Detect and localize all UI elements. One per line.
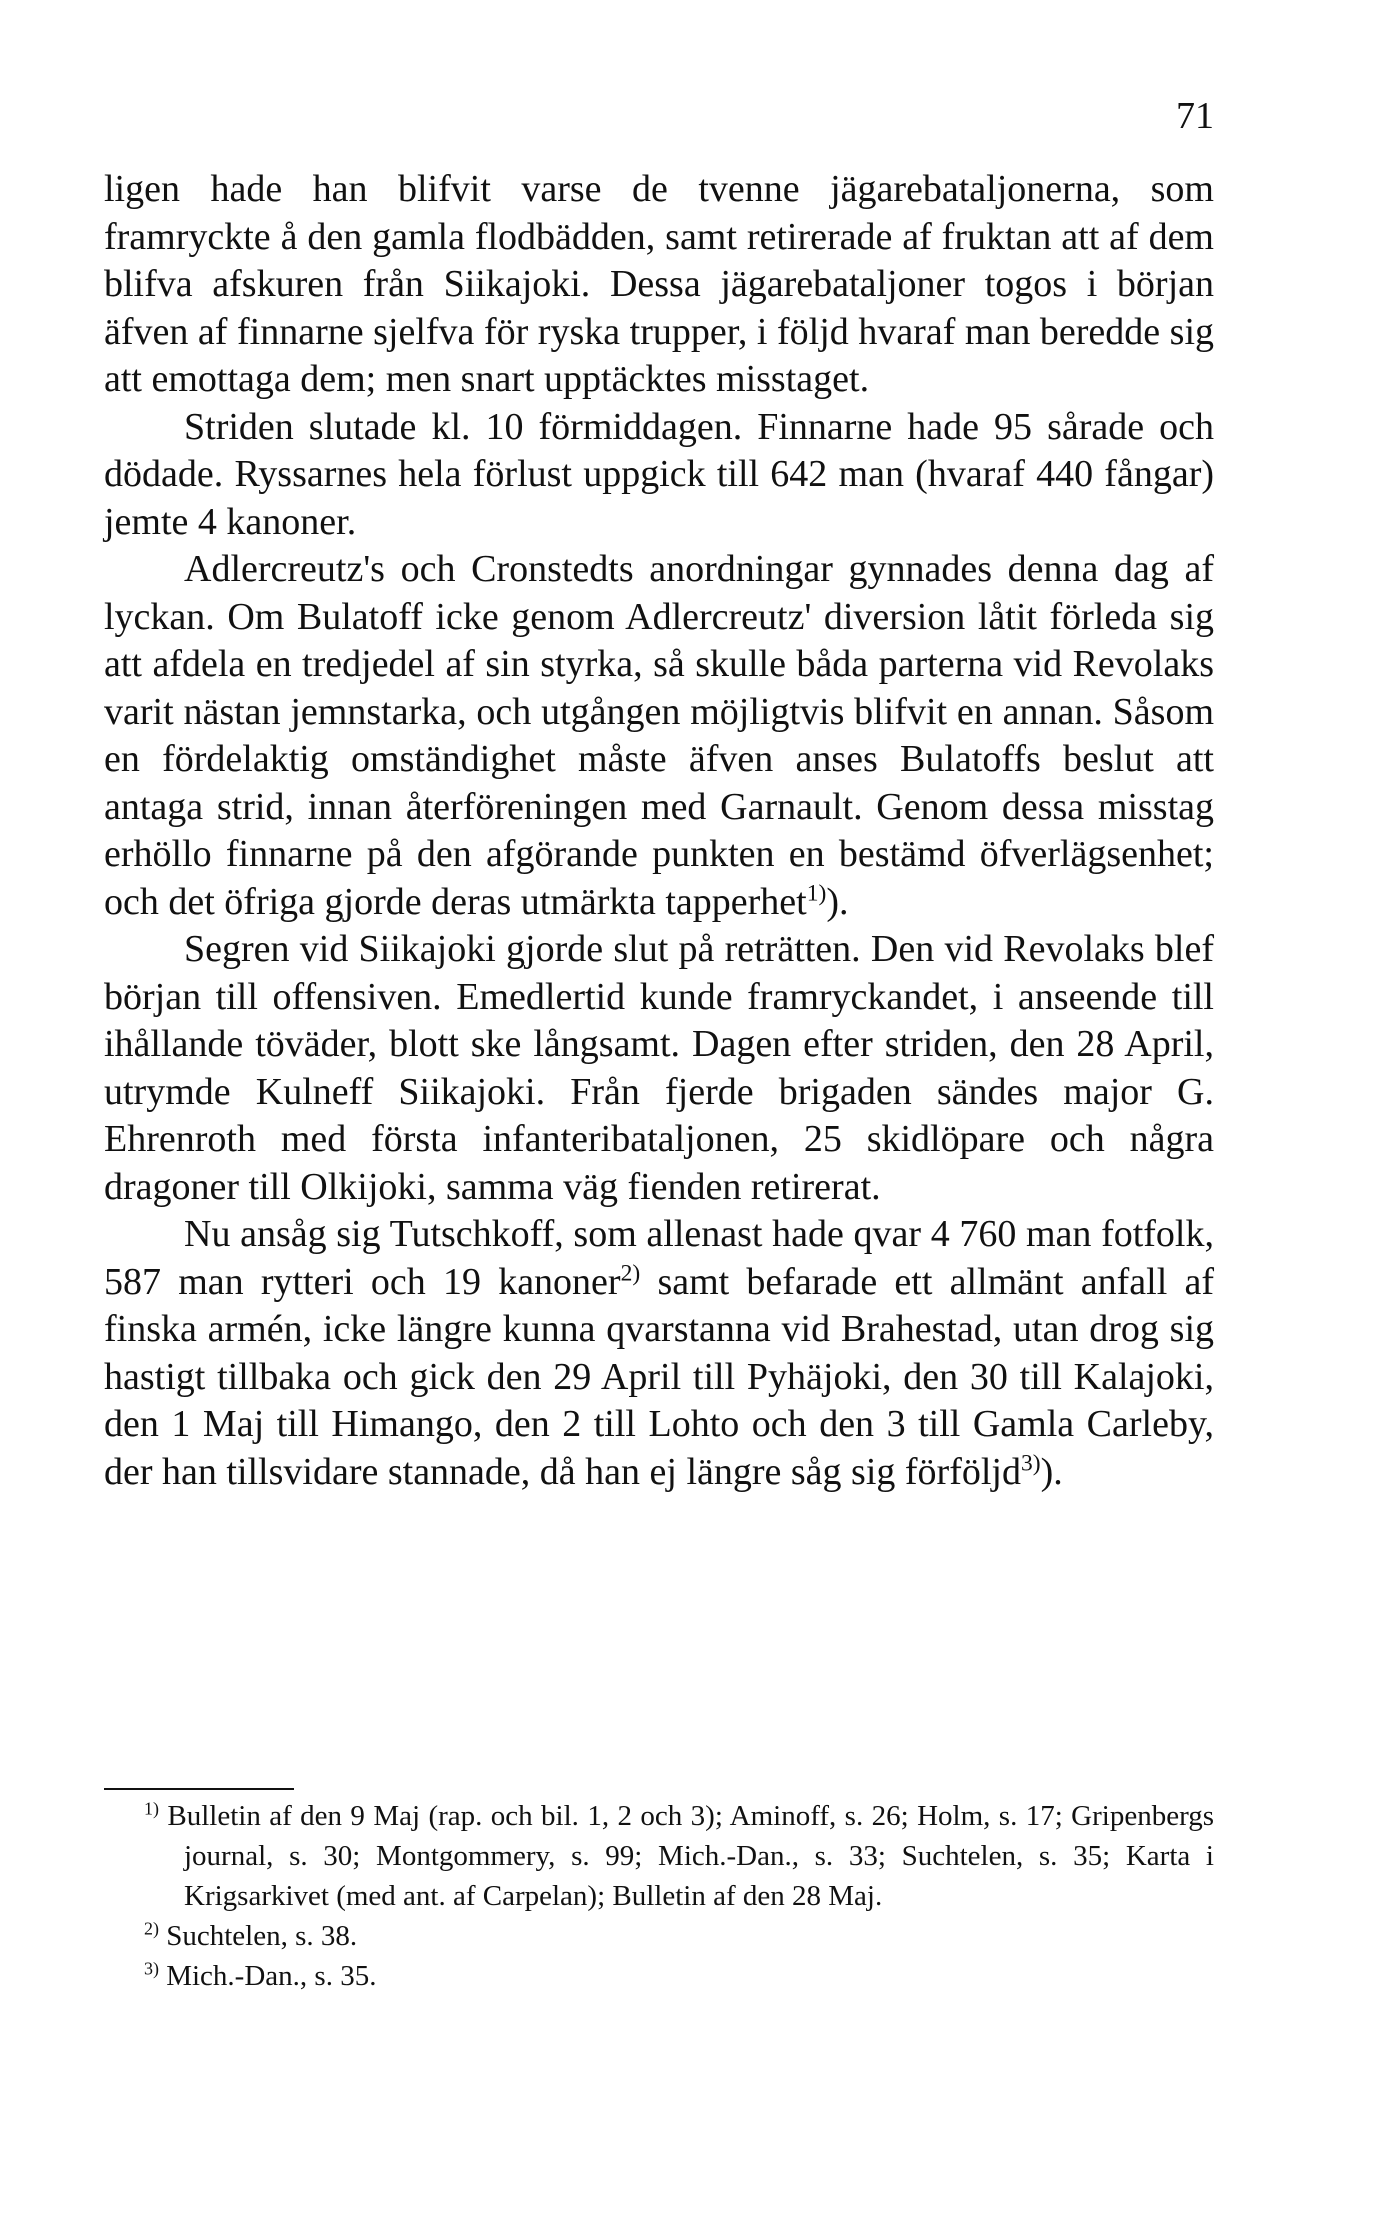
footnote-3-mark: 3 (144, 1958, 153, 1979)
footnote-ref-1-paren: ) (818, 879, 827, 906)
footnote-2-text: Suchtelen, s. 38. (166, 1920, 358, 1952)
footnote-1-marker (144, 1798, 159, 1818)
paragraph-5-text-b: samt befarade ett allmänt anfall af finska armén, icke längre kunna qvarstanna vid Brahestad, utan drog sig hastigt tillbaka och gick den 29 April till Pyhäjoki, den 30 till Kalajoki, den 1 Maj till Himango, den 2 till Lohto och den 3 till Gamla Carleby, der han tillsvidare stannade, då han ej längre såg sig förföljd (104, 1260, 1215, 1493)
footnote-2-paren: ) (152, 1918, 159, 1939)
footnote-ref-2-mark: 2 (620, 1259, 633, 1286)
footnote-3 (104, 1956, 1214, 1996)
footnote-ref-1-mark: 1 (806, 879, 819, 906)
paragraph-5 (104, 1211, 1214, 1496)
footnote-1-paren: ) (152, 1798, 159, 1819)
page-number: 71 (1176, 95, 1214, 137)
footnote-1-text: Bulletin af den 9 Maj (rap. och bil. 1, 2 och 3); Aminoff, s. 26; Holm, s. 17; Gripenbergs journal, s. 30; Montgommery, s. 99; Mich.-Dan., s. 33; Suchtelen, s. 35; Karta i Krigsarkivet (med ant. af Carpelan); Bulletin af den 28 Maj. (167, 1800, 1215, 1912)
footnote-1 (104, 1796, 1214, 1916)
footnote-ref-3-mark: 3 (1020, 1449, 1033, 1476)
footnote-1-mark: 1 (144, 1798, 153, 1819)
footnotes (104, 1796, 1214, 1996)
footnote-ref-1 (807, 880, 827, 906)
footnote-3-paren: ) (152, 1958, 159, 1979)
footnote-2 (104, 1916, 1214, 1956)
paragraph-3-text: Adlercreutz's och Cronstedts anordningar gynnades denna dag af lyckan. Om Bulatoff icke genom Adlercreutz' diversion låtit förleda sig att afdela en tredjedel af sin styrka, så skulle båda parterna vid Revolaks varit nästan jemnstarka, och utgången möjligtvis blifvit en annan. Såsom en fördelaktig omständighet måste äfven anses Bulatoffs beslut att antaga strid, innan återföreningen med Garnault. Genom dessa misstag erhöllo finnarne på den afgörande punkten en bestämd öfverlägsenhet; och det öfriga gjorde deras utmärkta tapperhet (104, 548, 1214, 923)
body-text (104, 166, 1214, 1496)
paragraph-5-end: ). (1040, 1450, 1063, 1493)
paragraph-3-end: ). (826, 880, 849, 923)
paragraph-1: ligen hade han blifvit varse de tvenne jägarebataljonerna, som framryckte å den gamla flodbädden, samt retirerade af fruktan att af dem blifva afskuren från Siikajoki. Dessa jägarebataljoner togos i början äfven af finnarne sjelfva för ryska trupper, i följd hvaraf man beredde sig att emottaga dem; men snart upptäcktes misstaget. (104, 168, 1214, 400)
footnote-3-text: Mich.-Dan., s. 35. (166, 1960, 377, 1992)
paragraph-5-text-a: Nu ansåg sig Tutschkoff, som allenast hade qvar 4 760 man fotfolk, 587 man rytteri och 19 kanoner (104, 1213, 1214, 1303)
footnote-2-mark: 2 (144, 1918, 153, 1939)
footnote-ref-2-paren: ) (632, 1259, 641, 1286)
footnote-3-marker (144, 1958, 159, 1978)
paragraph-2: Striden slutade kl. 10 förmiddagen. Finnarne hade 95 sårade och dödade. Ryssarnes hela förlust uppgick till 642 man (hvaraf 440 fångar) jemte 4 kanoner. (104, 405, 1214, 543)
footnote-ref-3-paren: ) (1032, 1449, 1041, 1476)
footnote-ref-3 (1021, 1450, 1041, 1476)
footnote-2-marker (144, 1918, 159, 1938)
footnote-divider (104, 1788, 294, 1790)
paragraph-4: Segren vid Siikajoki gjorde slut på reträtten. Den vid Revolaks blef början till offensiven. Emedlertid kunde framryckandet, i anseende till ihållande töväder, blott ske långsamt. Dagen efter striden, den 28 April, utrymde Kulneff Siikajoki. Från fjerde brigaden sändes major G. Ehrenroth med första infanteribataljonen, 25 skidlöpare och några dragoner till Olkijoki, samma väg fienden retirerat. (104, 928, 1214, 1208)
paragraph-3 (104, 546, 1214, 926)
footnote-ref-2 (621, 1260, 641, 1286)
